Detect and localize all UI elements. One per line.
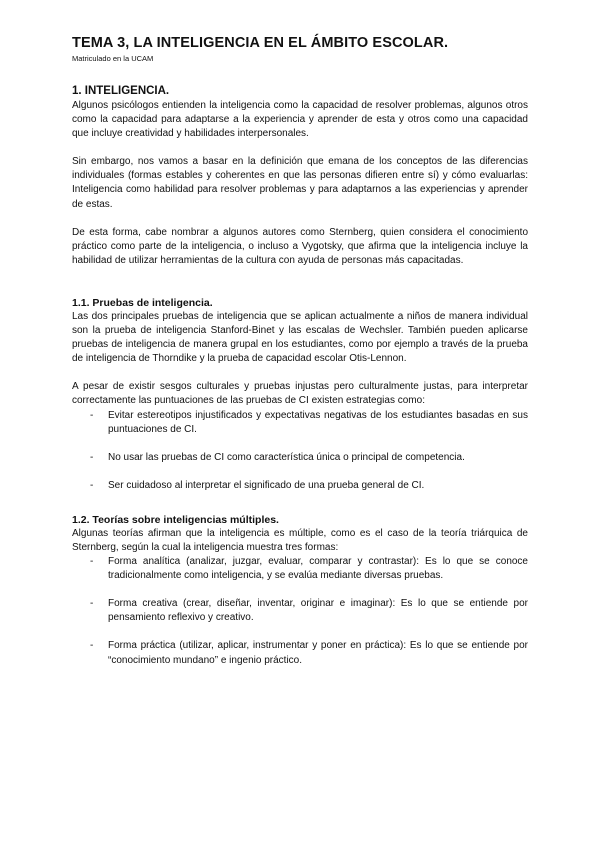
section-1-paragraph: De esta forma, cabe nombrar a algunos autores como Sternberg, quien considera el conocimiento práctico como parte de la inteligencia, o incluso a Vygotsky, que afirma que la inteligencia incluye la habilidad de utilizar herramientas de la cultura con ayuda de personas más capacitadas. <box>72 226 528 266</box>
section-1-paragraph: Sin embargo, nos vamos a basar en la definición que emana de los conceptos de las diferencias individuales (formas estables y coherentes en que las personas difieren entre sí) y cómo evaluarlas: Inteligencia como habilidad para resolver problemas y para adaptarnos a las experiencias y aprender de estas. <box>72 156 528 210</box>
strategies-list <box>72 409 528 493</box>
document-page <box>72 34 528 668</box>
forms-list <box>72 555 528 668</box>
list-item: - Evitar estereotipos injustificados y expectativas negativas de los estudiantes basadas en sus puntuaciones de CI. <box>72 409 528 437</box>
document-subtitle: Matriculado en la UCAM <box>72 54 154 63</box>
document-title: TEMA 3, LA INTELIGENCIA EN EL ÁMBITO ESCOLAR. <box>72 35 449 51</box>
list-item: - Forma práctica (utilizar, aplicar, instrumentar y poner en práctica): Es lo que se entiende por “conocimiento mundano” e ingenio práctico. <box>72 639 528 667</box>
section-1-paragraph: Algunos psicólogos entienden la inteligencia como la capacidad de resolver problemas, algunos otros como la capacidad para adaptarse a la experiencia y aprender de esta y otros como una capacidad que incluye creatividad y habilidades interpersonales. <box>72 100 528 140</box>
list-item: - Ser cuidadoso al interpretar el significado de una prueba general de CI. <box>72 479 528 493</box>
section-1-1-heading: 1.1. Pruebas de inteligencia. <box>72 296 213 309</box>
list-item: - Forma creativa (crear, diseñar, inventar, originar e imaginar): Es lo que se entiende por pensamiento reflexivo y creativo. <box>72 597 528 625</box>
section-1-heading: 1. INTELIGENCIA. <box>72 85 170 97</box>
list-item: - Forma analítica (analizar, juzgar, evaluar, comparar y contrastar): Es lo que se conoce tradicionalmente como inteligencia, y se evalúa mediante diversas pruebas. <box>72 555 528 583</box>
section-1-1-paragraph: A pesar de existir sesgos culturales y pruebas injustas pero culturalmente justas, para interpretar correctamente las puntuaciones de las pruebas de CI existen estrategias como: <box>72 381 528 407</box>
section-1-2-intro: Algunas teorías afirman que la inteligencia es múltiple, como es el caso de la teoría triárquica de Sternberg, según la cual la inteligencia muestra tres formas: <box>72 527 528 553</box>
list-item: - No usar las pruebas de CI como característica única o principal de competencia. <box>72 451 528 465</box>
section-1-1-paragraph: Las dos principales pruebas de inteligencia que se aplican actualmente a niños de manera individual son la prueba de inteligencia Stanford-Binet y las escalas de Wechsler. También pueden aplicarse pruebas de inteligencia de manera grupal en los estudiantes, como por ejemplo a través de la prueba de inteligencia de Thorndike y la prueba de capacidad escolar Otis-Lennon. <box>72 310 528 365</box>
section-1-2-heading: 1.2. Teorías sobre inteligencias múltiples. <box>72 513 279 526</box>
